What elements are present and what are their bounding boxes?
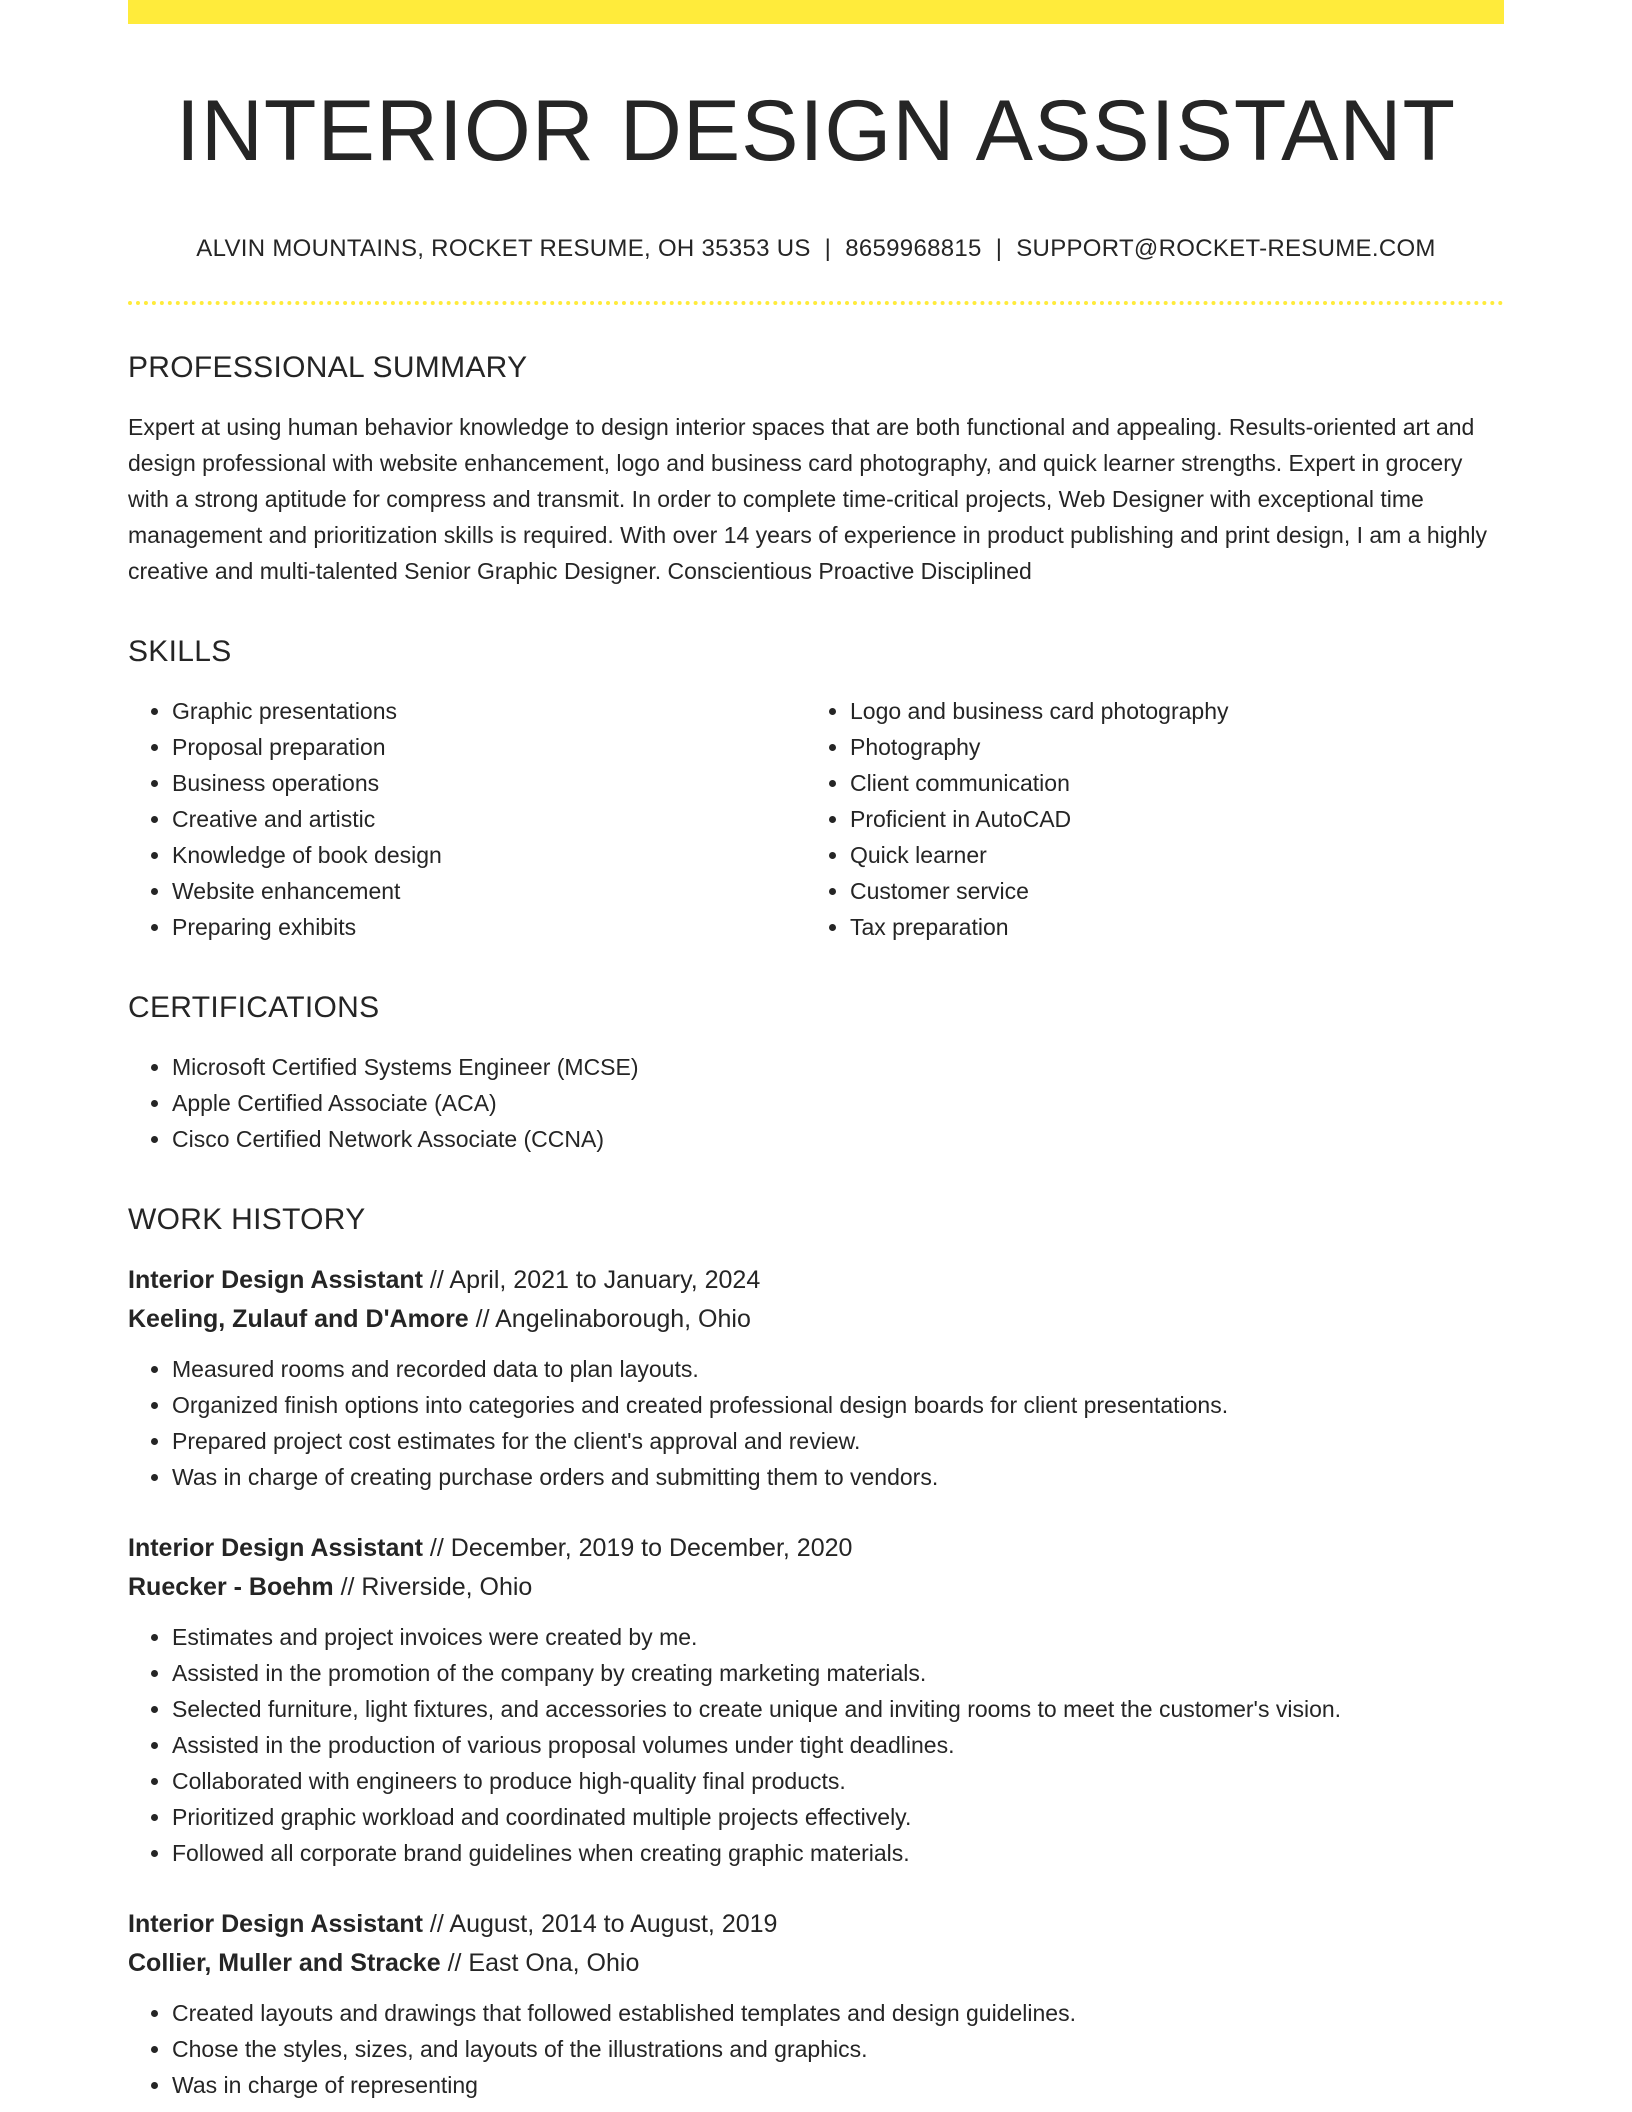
list-item: • Business operations [172,765,806,801]
job-dates: April, 2021 to January, 2024 [449,1265,761,1294]
list-item: • Tax preparation [850,909,1484,945]
job-entry [128,1905,1504,2103]
job-location: Angelinaborough, Ohio [495,1304,751,1333]
list-item: • Collaborated with engineers to produce high-quality final products. [172,1763,1504,1799]
summary-text: Expert at using human behavior knowledge to design interior spaces that are both functional and appealing. Results-oriented art and design professional with website enhancement, logo and business card photography, and quick learner strengths. Expert in grocery with a strong aptitude for compress and transmit. In order to complete time-critical projects, Web Designer with exceptional time management and prioritization skills is required. With over 14 years of experience in product publishing and print design, I am a highly creative and multi-talented Senior Graphic Designer. Conscientious Proactive Disciplined [128,413,1487,584]
date-separator: // [440,1948,469,1977]
job-title-line [128,1529,1504,1568]
skills-list-right [806,693,1484,945]
list-item: • Assisted in the production of various proposal volumes under tight deadlines. [172,1727,1504,1763]
job-entry [128,1529,1504,1871]
job-company: Collier, Muller and Stracke [128,1948,441,1977]
list-item: • Client communication [850,765,1484,801]
certifications-list [128,1049,1504,1157]
separator: | [995,234,1003,262]
date-separator: // [422,1909,450,1938]
job-company-line [128,1300,1504,1339]
list-item: • Organized finish options into categories and created professional design boards for client presentations. [172,1387,1504,1423]
skills-grid [128,693,1504,945]
job-entry [128,1261,1504,1495]
skills-list-left [128,693,806,945]
job-role: Interior Design Assistant [128,1533,423,1562]
list-item: • Knowledge of book design [172,837,806,873]
list-item: • Assisted in the promotion of the company by creating marketing materials. [172,1655,1504,1691]
job-company: Keeling, Zulauf and D'Amore [128,1304,469,1333]
list-item: • Created layouts and drawings that followed established templates and design guidelines. [172,1995,1504,2031]
resume-page [128,0,1504,2103]
job-location: East Ona, Ohio [468,1948,640,1977]
date-separator: // [333,1572,362,1601]
list-item: • Proposal preparation [172,729,806,765]
list-item: • Was in charge of creating purchase orders and submitting them to vendors. [172,1459,1504,1495]
job-bullets [128,1351,1504,1495]
list-item: • Graphic presentations [172,693,806,729]
date-separator: // [468,1304,496,1333]
work-history-heading: WORK HISTORY [128,1202,366,1236]
email: SUPPORT@ROCKET-RESUME.COM [1016,234,1436,262]
list-item: • Photography [850,729,1484,765]
date-separator: // [422,1265,450,1294]
list-item: • Website enhancement [172,873,806,909]
date-separator: // [422,1533,451,1562]
list-item: • Measured rooms and recorded data to plan layouts. [172,1351,1504,1387]
job-bullets [128,1619,1504,1871]
job-company-line [128,1944,1504,1983]
list-item: • Proficient in AutoCAD [850,801,1484,837]
list-item: • Apple Certified Associate (ACA) [172,1085,1504,1121]
job-dates: August, 2014 to August, 2019 [449,1909,778,1938]
job-location: Riverside, Ohio [361,1572,533,1601]
list-item: • Microsoft Certified Systems Engineer (MCSE) [172,1049,1504,1085]
job-role: Interior Design Assistant [128,1265,423,1294]
list-item: • Creative and artistic [172,801,806,837]
resume-title: INTERIOR DESIGN ASSISTANT [175,83,1457,179]
job-title-line [128,1261,1504,1300]
summary-heading: PROFESSIONAL SUMMARY [128,350,528,384]
job-role: Interior Design Assistant [128,1909,423,1938]
list-item: • Was in charge of representing [172,2067,1504,2103]
job-company-line [128,1568,1504,1607]
separator: | [824,234,832,262]
contact-line [128,235,1504,263]
job-bullets [128,1995,1504,2103]
job-company: Ruecker - Boehm [128,1572,334,1601]
list-item: • Followed all corporate brand guidelines when creating graphic materials. [172,1835,1504,1871]
phone: 8659968815 [845,234,982,262]
list-item: • Cisco Certified Network Associate (CCNA) [172,1121,1504,1157]
list-item: • Prepared project cost estimates for the client's approval and review. [172,1423,1504,1459]
list-item: • Preparing exhibits [172,909,806,945]
dotted-divider [128,301,1504,305]
job-title-line [128,1905,1504,1944]
list-item: • Chose the styles, sizes, and layouts of the illustrations and graphics. [172,2031,1504,2067]
accent-bar [128,0,1504,24]
job-dates: December, 2019 to December, 2020 [450,1533,853,1562]
list-item: • Estimates and project invoices were created by me. [172,1619,1504,1655]
list-item: • Selected furniture, light fixtures, and accessories to create unique and inviting rooms to meet the customer's vision. [172,1691,1504,1727]
list-item: • Quick learner [850,837,1484,873]
address: ALVIN MOUNTAINS, ROCKET RESUME, OH 35353 US [196,234,811,262]
list-item: • Logo and business card photography [850,693,1484,729]
certifications-heading: CERTIFICATIONS [128,990,380,1024]
list-item: • Prioritized graphic workload and coordinated multiple projects effectively. [172,1799,1504,1835]
skills-heading: SKILLS [128,634,232,668]
list-item: • Customer service [850,873,1484,909]
